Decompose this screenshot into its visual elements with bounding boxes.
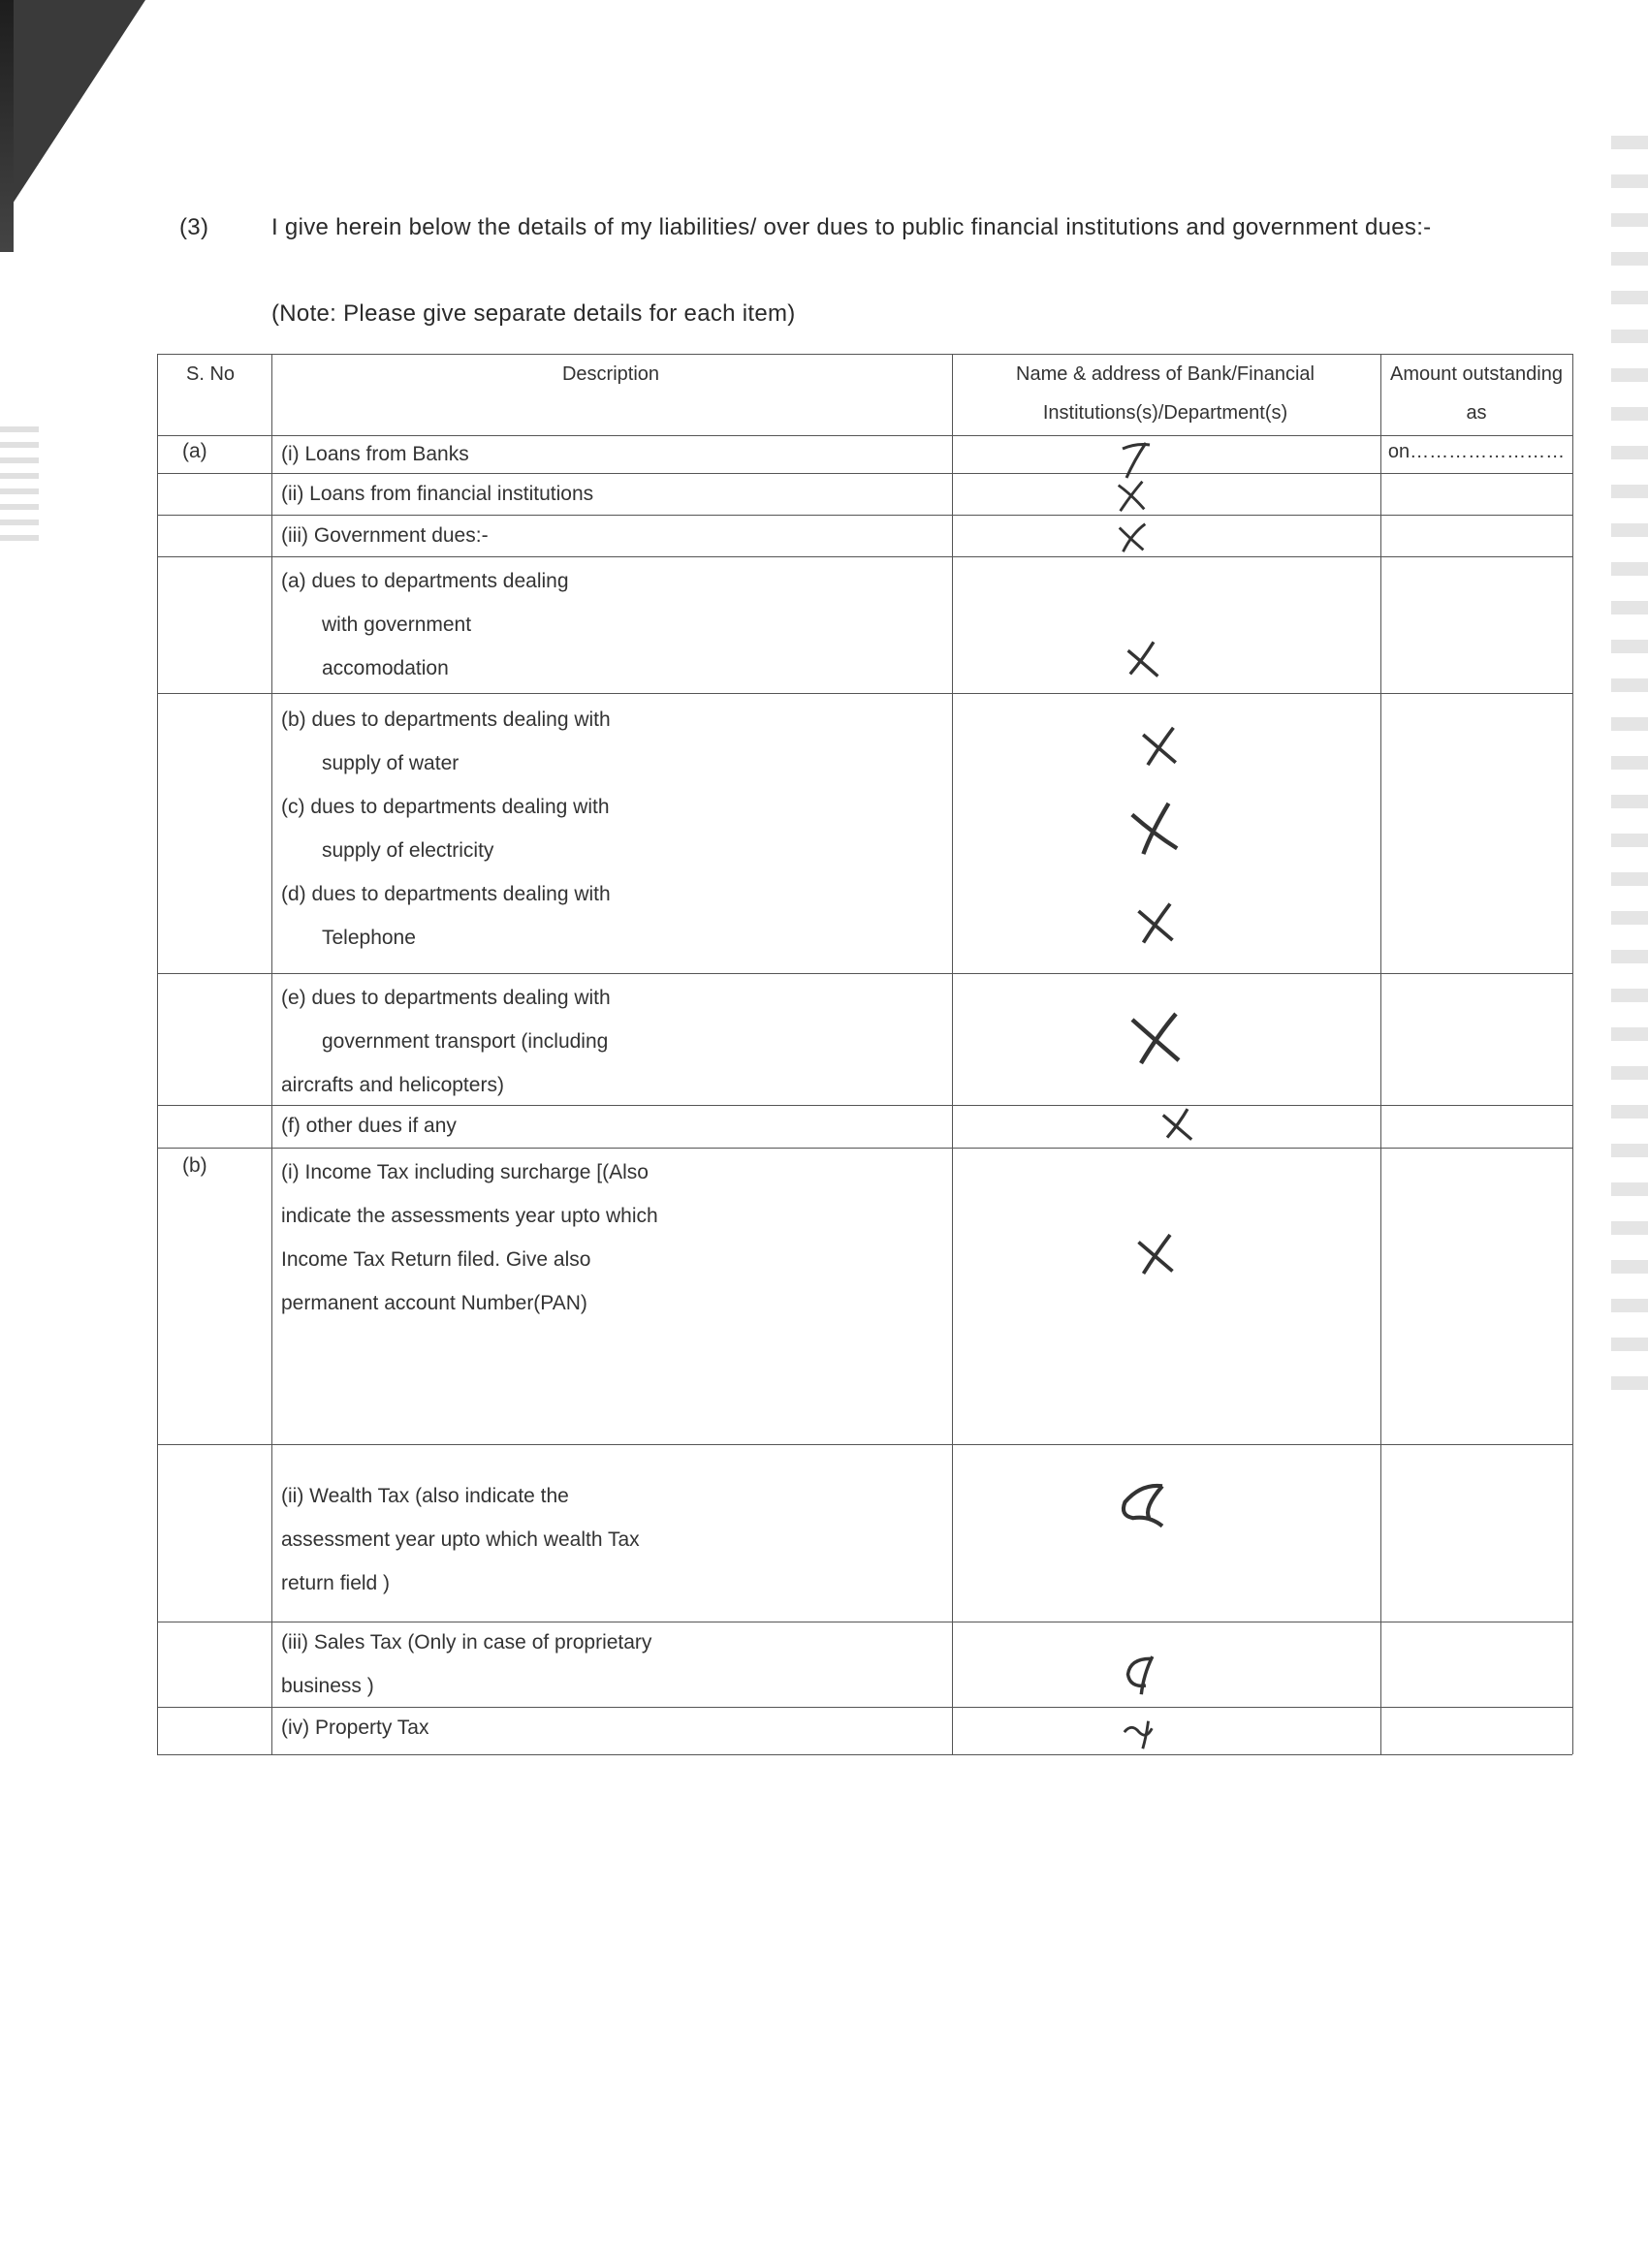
description-line: (ii) Loans from financial institutions — [281, 483, 594, 505]
cross-mark — [1126, 1003, 1185, 1071]
header-description: Description — [561, 363, 660, 385]
description-line: (iii) Sales Tax (Only in case of proprietary — [281, 1631, 652, 1654]
table-row — [157, 516, 1572, 557]
description-line: with government — [322, 614, 472, 636]
description-line: Income Tax Return filed. Give also — [281, 1248, 591, 1271]
description-line: (ii) Wealth Tax (also indicate the — [281, 1485, 569, 1507]
cross-mark — [1131, 897, 1180, 950]
row-description — [281, 1706, 940, 1749]
row-description — [281, 514, 940, 557]
table-row — [157, 474, 1572, 516]
section-note: (Note: Please give separate details for each item) — [271, 300, 796, 327]
table-row — [157, 694, 1572, 974]
row-sno: (a) — [182, 440, 207, 462]
row-description — [281, 1621, 940, 1708]
description-line: (e) dues to departments dealing with — [281, 987, 611, 1009]
description-line: (iv) Property Tax — [281, 1717, 429, 1739]
description-line: assessment year upto which wealth Tax — [281, 1528, 640, 1551]
description-line: Telephone — [322, 927, 416, 949]
column-divider — [1572, 354, 1573, 1754]
table-row — [157, 1622, 1572, 1708]
description-line: indicate the assessments year upto which — [281, 1205, 658, 1227]
cross-mark — [1112, 478, 1151, 515]
description-line: business ) — [281, 1675, 374, 1697]
header-amount: Amount outstanding as on…………………… — [1387, 363, 1566, 462]
cross-mark — [1107, 1478, 1175, 1531]
scan-noise-left — [0, 426, 39, 543]
row-description — [281, 472, 940, 516]
description-line: supply of electricity — [322, 839, 494, 862]
table-row — [157, 1708, 1572, 1755]
table-row — [157, 1149, 1572, 1445]
column-divider — [271, 354, 272, 1754]
description-line: (d) dues to departments dealing with — [281, 883, 611, 905]
row-sno: (b) — [182, 1154, 207, 1177]
cross-mark — [1156, 1105, 1199, 1146]
row-description — [281, 432, 940, 476]
cross-mark — [1117, 1716, 1161, 1752]
cross-mark — [1126, 800, 1183, 858]
description-line: (i) Income Tax including surcharge [(Also — [281, 1161, 649, 1183]
table-row — [157, 974, 1572, 1106]
section-number: (3) — [179, 214, 209, 240]
cross-mark — [1112, 519, 1153, 555]
liabilities-table — [157, 354, 1572, 1783]
scan-shadow-left-edge — [0, 0, 14, 252]
scan-noise-right — [1611, 136, 1648, 1396]
column-divider — [157, 354, 158, 1754]
row-description — [281, 1150, 940, 1325]
description-line: permanent account Number(PAN) — [281, 1292, 587, 1314]
description-line: (c) dues to departments dealing with — [281, 796, 610, 818]
description-line: (b) dues to departments dealing with — [281, 709, 611, 731]
table-row — [157, 1445, 1572, 1622]
cross-mark — [1122, 635, 1164, 683]
description-line: (iii) Government dues:- — [281, 524, 489, 547]
cross-mark — [1131, 1226, 1180, 1282]
column-divider — [1380, 354, 1381, 1754]
table-row — [157, 1106, 1572, 1149]
table-row — [157, 557, 1572, 694]
description-line: (a) dues to departments dealing — [281, 570, 569, 592]
row-description — [281, 1104, 940, 1148]
row-description — [281, 1474, 940, 1605]
cross-mark — [1136, 722, 1183, 771]
description-line: supply of water — [322, 752, 460, 774]
description-line: government transport (including — [322, 1030, 609, 1053]
table-row — [157, 434, 1572, 474]
description-line: (f) other dues if any — [281, 1115, 457, 1137]
header-sno: S. No — [185, 363, 236, 385]
header-bank: Name & address of Bank/Financial Institutions(s)/Department(s) — [1016, 363, 1315, 424]
section-intro: I give herein below the details of my liabilities/ over dues to public financial institutions and government dues:- — [271, 214, 1432, 240]
description-line: return field ) — [281, 1572, 391, 1594]
row-description — [281, 559, 940, 690]
description-line: (i) Loans from Banks — [281, 443, 469, 465]
scan-shadow-corner — [0, 0, 145, 223]
description-line: aircrafts and helicopters) — [281, 1074, 504, 1096]
cross-mark — [1117, 441, 1156, 480]
cross-mark — [1117, 1648, 1161, 1701]
description-line: accomodation — [322, 657, 449, 679]
column-divider — [952, 354, 953, 1754]
row-description — [281, 976, 940, 1107]
row-description — [281, 698, 940, 960]
